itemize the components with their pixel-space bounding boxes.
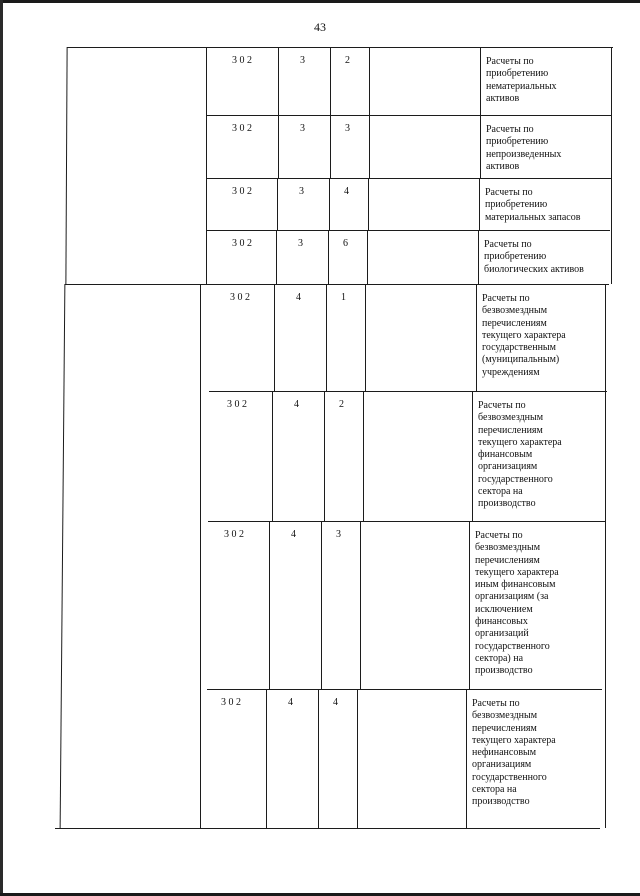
row-item: 4: [333, 697, 338, 708]
description-line: нематериальных: [486, 80, 557, 92]
column-divider: [206, 47, 207, 284]
column-divider: [329, 178, 330, 230]
column-divider: [476, 284, 477, 391]
row-code: 3 0 2: [232, 186, 252, 197]
column-divider: [278, 47, 279, 115]
description-line: активов: [486, 92, 520, 104]
description-line: приобретению: [486, 68, 549, 80]
column-divider: [365, 284, 366, 391]
row-description: [472, 698, 556, 809]
row-group: 3: [300, 55, 305, 66]
row-item: 1: [341, 292, 346, 303]
description-line: сектора) на: [475, 652, 524, 664]
description-line: безвозмездным: [478, 412, 544, 424]
row-group: 3: [300, 123, 305, 134]
column-divider: [478, 230, 479, 284]
row-group: 4: [288, 697, 293, 708]
row-rule: [206, 230, 610, 231]
row-rule: [206, 115, 612, 116]
row-code: 3 0 2: [232, 238, 252, 249]
description-line: организациям: [472, 759, 532, 771]
table-right-border: [611, 47, 612, 284]
column-divider: [274, 284, 275, 391]
description-line: текущего характера: [482, 329, 566, 341]
column-divider: [363, 391, 364, 521]
description-line: организаций: [475, 628, 529, 640]
row-description: [485, 187, 580, 224]
description-line: Расчеты по: [482, 293, 530, 304]
description-line: текущего характера: [478, 436, 562, 448]
column-divider: [318, 689, 319, 828]
column-divider: [330, 115, 331, 178]
description-line: организациям: [478, 461, 538, 473]
table-right-border: [605, 284, 606, 828]
column-divider: [321, 521, 322, 689]
description-line: производство: [478, 498, 536, 510]
row-group: 3: [298, 238, 303, 249]
row-group: 4: [291, 529, 296, 540]
scan-edge-left: [0, 0, 3, 896]
row-item: 6: [343, 238, 348, 249]
row-item: 4: [344, 186, 349, 197]
column-divider: [469, 521, 470, 689]
column-divider: [472, 391, 473, 521]
description-line: перечислениям: [482, 317, 547, 329]
column-divider: [278, 115, 279, 178]
description-line: перечислениям: [478, 424, 543, 436]
column-divider: [330, 47, 331, 115]
table-left-border: [60, 284, 66, 828]
description-line: финансовым: [478, 449, 533, 461]
row-code: 3 0 2: [230, 292, 250, 303]
description-line: перечислениям: [475, 554, 540, 566]
column-divider: [328, 230, 329, 284]
description-line: приобретению: [484, 251, 547, 263]
description-line: государственного: [472, 771, 547, 783]
column-divider: [324, 391, 325, 521]
row-item: 3: [336, 529, 341, 540]
description-line: иным финансовым: [475, 579, 556, 591]
table-rule: [55, 828, 600, 829]
description-line: государственного: [478, 473, 553, 485]
page-number: 43: [314, 20, 326, 34]
description-line: активов: [486, 160, 520, 172]
row-code: 3 0 2: [224, 529, 244, 540]
description-line: безвозмездным: [475, 542, 541, 554]
column-divider: [466, 689, 467, 828]
description-line: организациям (за: [475, 591, 549, 603]
description-line: Расчеты по: [478, 400, 526, 411]
row-description: [486, 56, 557, 105]
column-divider: [369, 47, 370, 115]
column-divider: [276, 230, 277, 284]
description-line: Расчеты по: [472, 698, 520, 709]
column-divider: [480, 47, 481, 115]
row-code: 3 0 2: [232, 123, 252, 134]
column-divider: [368, 178, 369, 230]
description-line: текущего характера: [472, 734, 556, 746]
row-item: 2: [339, 399, 344, 410]
column-divider: [272, 391, 273, 521]
description-line: государственного: [475, 640, 550, 652]
row-description: [478, 400, 562, 511]
row-code: 3 0 2: [221, 697, 241, 708]
row-description: [482, 293, 566, 379]
row-group: 4: [296, 292, 301, 303]
table-rule: [65, 284, 609, 285]
row-code: 3 0 2: [227, 399, 247, 410]
column-divider: [367, 230, 368, 284]
description-line: нефинансовым: [472, 747, 537, 759]
description-line: материальных запасов: [485, 211, 581, 223]
description-line: приобретению: [485, 199, 548, 211]
row-rule: [206, 178, 611, 179]
description-line: Расчеты по: [485, 187, 533, 198]
row-rule: [208, 521, 605, 522]
description-line: сектора на: [478, 486, 523, 498]
table-rule: [67, 47, 613, 48]
row-description: [486, 124, 561, 173]
column-divider: [269, 521, 270, 689]
column-divider: [480, 115, 481, 178]
description-line: Расчеты по: [486, 56, 534, 67]
description-line: безвозмездным: [482, 305, 548, 317]
description-line: исключением: [475, 603, 533, 615]
description-line: биологических активов: [484, 263, 584, 275]
column-divider: [360, 521, 361, 689]
description-line: производство: [475, 665, 533, 677]
description-line: государственным: [482, 342, 556, 354]
row-group: 3: [299, 186, 304, 197]
row-description: [484, 239, 584, 276]
row-rule: [209, 391, 607, 392]
description-line: (муниципальным): [482, 354, 560, 366]
row-item: 3: [345, 123, 350, 134]
description-line: сектора на: [472, 784, 517, 796]
description-line: приобретению: [486, 136, 549, 148]
description-line: финансовых: [475, 616, 528, 628]
row-description: [475, 530, 559, 678]
column-divider: [200, 284, 201, 828]
row-code: 3 0 2: [232, 55, 252, 66]
scan-edge-top: [0, 0, 640, 3]
description-line: Расчеты по: [484, 239, 532, 250]
column-divider: [277, 178, 278, 230]
description-line: Расчеты по: [486, 124, 534, 135]
column-divider: [479, 178, 480, 230]
description-line: учреждениям: [482, 366, 540, 378]
row-item: 2: [345, 55, 350, 66]
description-line: непроизведенных: [486, 148, 562, 160]
column-divider: [357, 689, 358, 828]
column-divider: [369, 115, 370, 178]
description-line: Расчеты по: [475, 530, 523, 541]
table-left-border: [65, 47, 67, 284]
description-line: текущего характера: [475, 566, 559, 578]
column-divider: [326, 284, 327, 391]
description-line: перечислениям: [472, 722, 537, 734]
description-line: производство: [472, 796, 530, 808]
row-group: 4: [294, 399, 299, 410]
description-line: безвозмездным: [472, 710, 538, 722]
column-divider: [266, 689, 267, 828]
